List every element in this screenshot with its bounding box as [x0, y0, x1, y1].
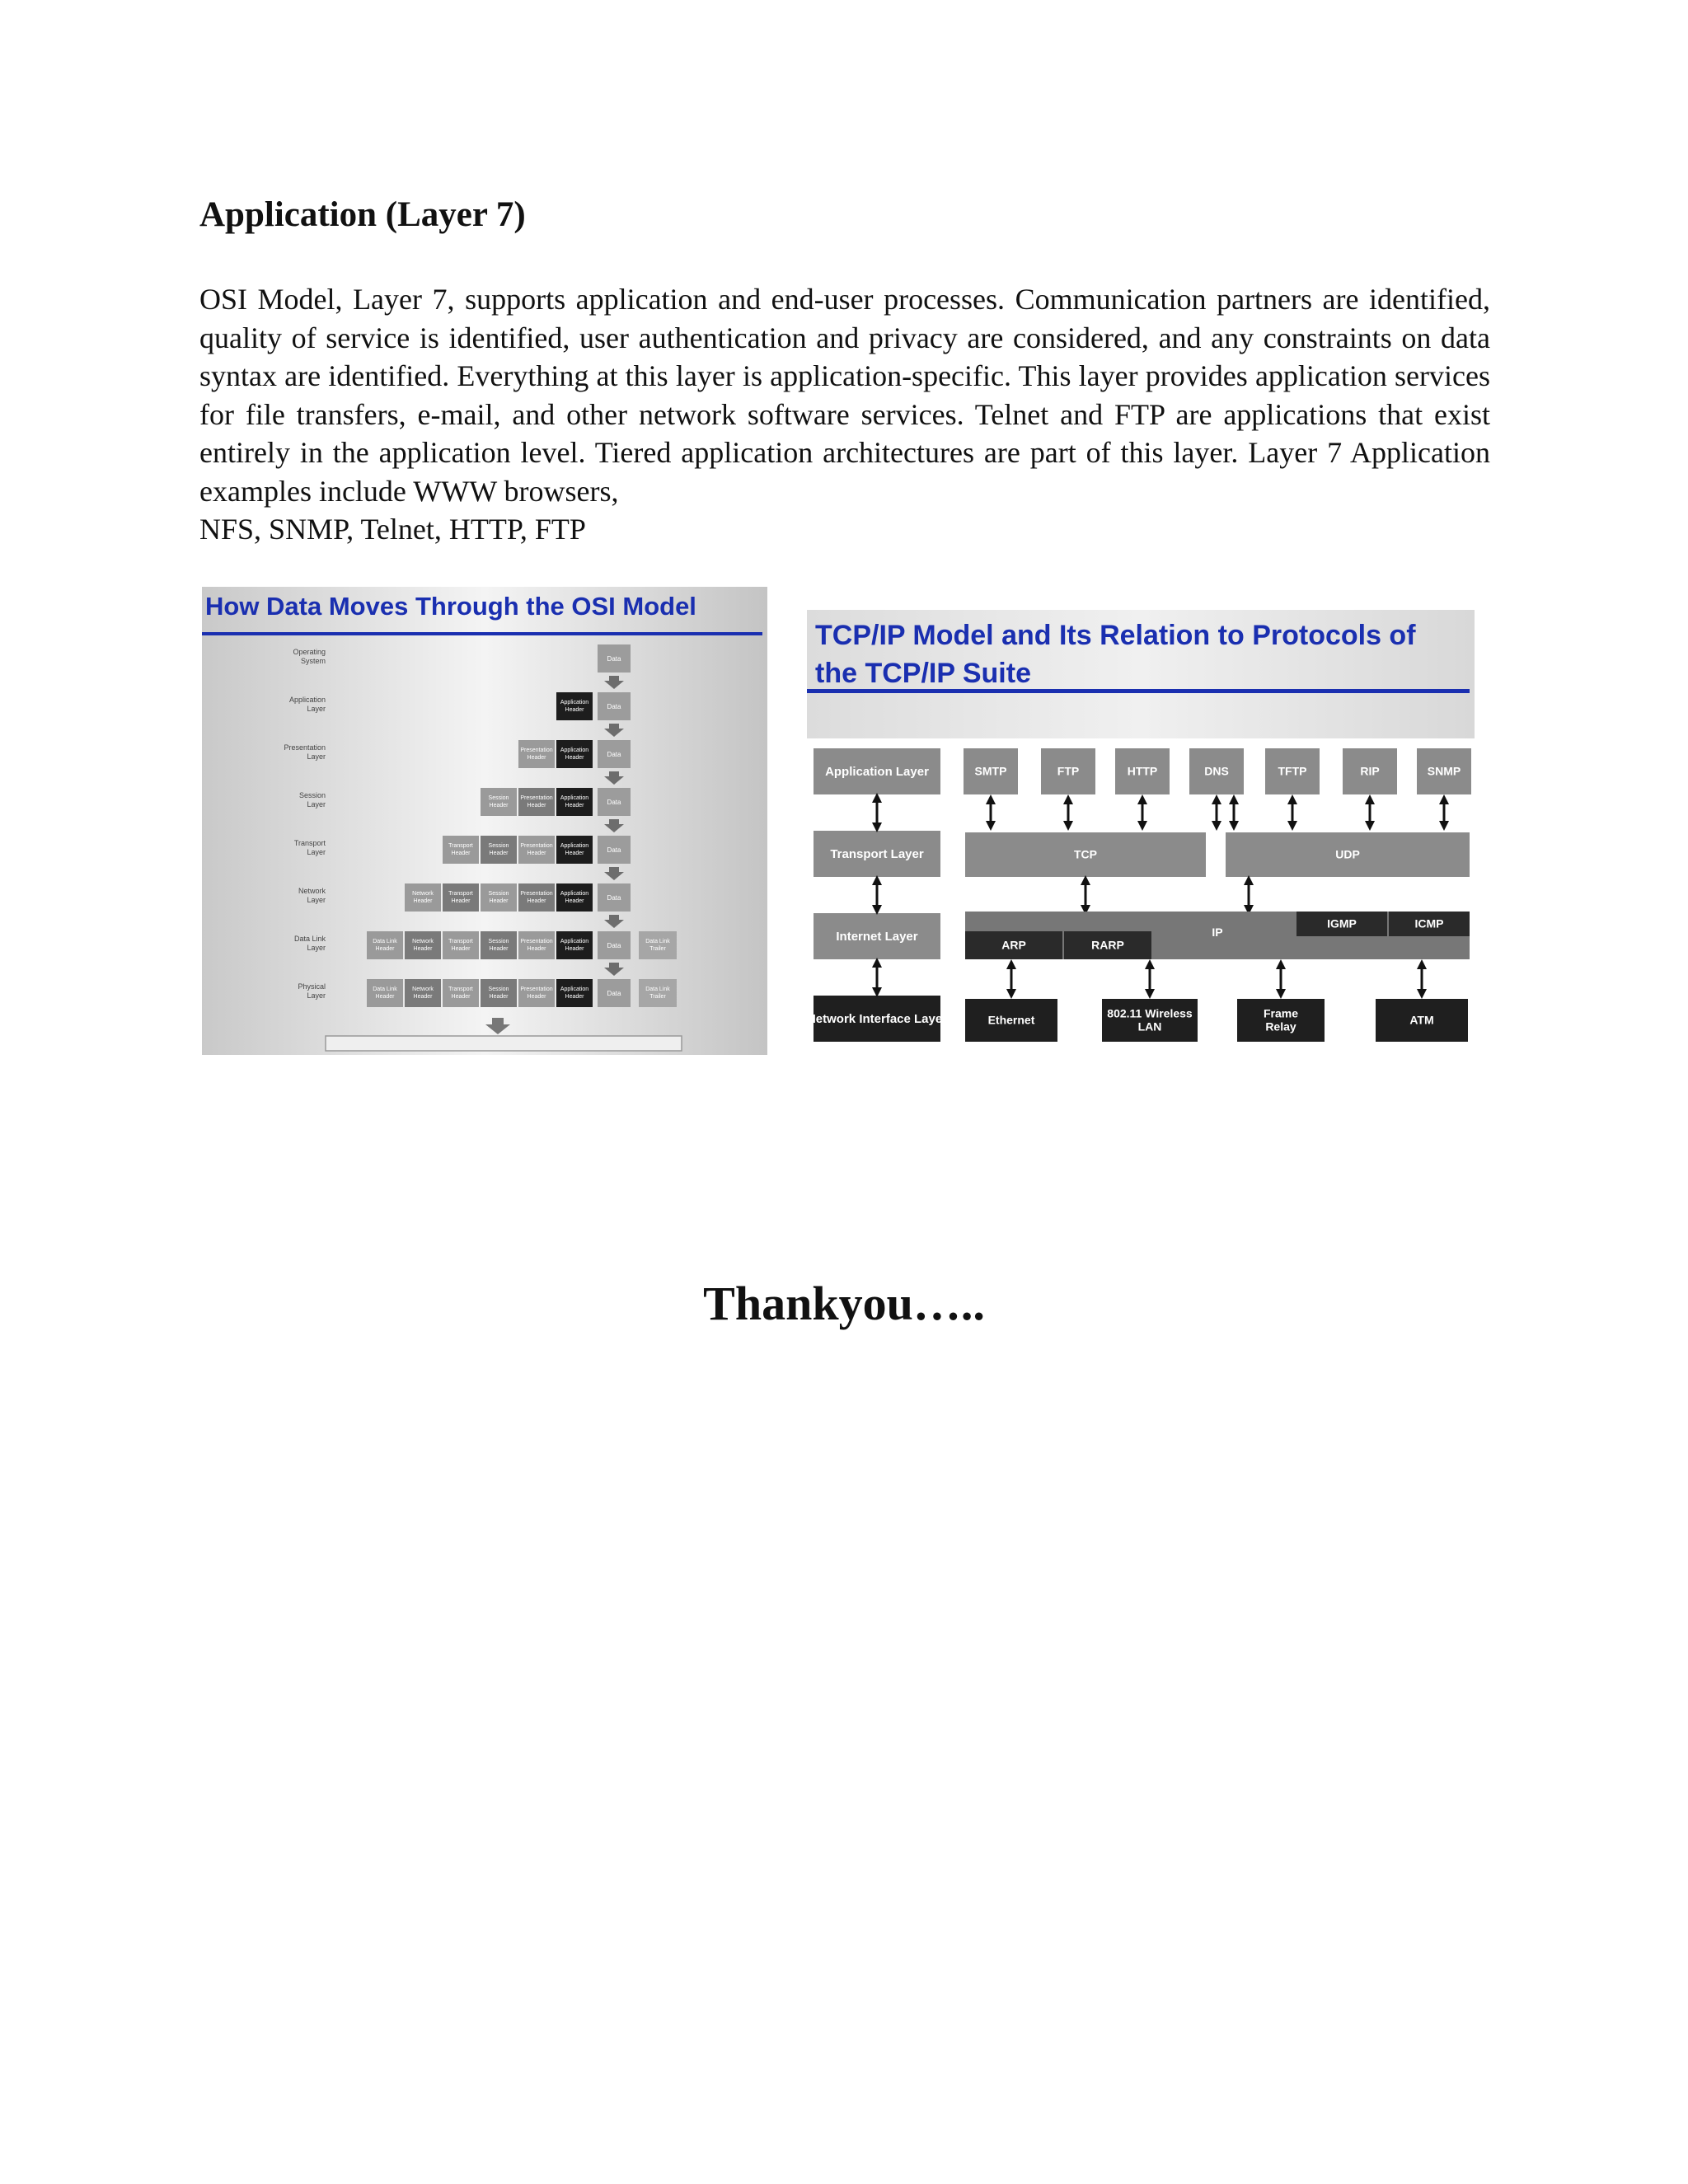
osi-trailer-cell — [639, 979, 677, 1007]
osi-data-label: Data — [607, 751, 621, 758]
osi-header-label: Session — [488, 987, 509, 992]
tcpip-icmp-box-label: ICMP — [1414, 916, 1444, 930]
osi-header-label: Header — [489, 851, 509, 856]
osi-header-label: Transport — [448, 843, 473, 849]
tcpip-title-line1: TCP/IP Model and Its Relation to Protocols of — [815, 620, 1416, 651]
tcpip-link-protocol-label: 802.11 Wireless — [1107, 1006, 1193, 1020]
osi-header-label: Header — [565, 898, 584, 904]
tcpip-internet-layer-label: Internet Layer — [836, 930, 918, 944]
osi-header-cell — [556, 931, 593, 959]
osi-header-label: Presentation — [520, 891, 553, 897]
osi-header-cell — [556, 836, 593, 864]
osi-header-label: Presentation — [520, 748, 553, 753]
osi-header-label: Session — [488, 843, 509, 849]
osi-header-label: Header — [527, 851, 546, 856]
tcpip-app-protocol-label: RIP — [1360, 764, 1380, 778]
paragraph-last-line: NFS, SNMP, Telnet, HTTP, FTP — [199, 513, 586, 546]
osi-model-figure — [202, 587, 767, 1055]
osi-layer-label: Data Link — [293, 935, 326, 943]
osi-header-cell — [518, 836, 555, 864]
tcpip-link-protocol-label: Relay — [1265, 1019, 1296, 1033]
osi-header-cell — [443, 979, 479, 1007]
osi-header-label: Session — [488, 891, 509, 897]
osi-header-label: Header — [565, 755, 584, 761]
osi-header-label: Application — [560, 939, 589, 944]
osi-header-label: Data Link — [373, 987, 397, 992]
osi-header-cell — [443, 931, 479, 959]
osi-header-label: Transport — [448, 891, 473, 897]
tcpip-title-line2: the TCP/IP Suite — [815, 658, 1031, 689]
tcpip-app-protocol-label: DNS — [1204, 764, 1229, 778]
osi-header-cell — [481, 788, 517, 816]
osi-header-label: Session — [488, 939, 509, 944]
osi-data-label: Data — [607, 846, 621, 854]
osi-header-label: Header — [527, 755, 546, 761]
osi-data-label: Data — [607, 655, 621, 663]
osi-header-cell — [443, 836, 479, 864]
osi-header-label: Presentation — [520, 843, 553, 849]
osi-layer-label: Layer — [307, 991, 326, 1000]
body-paragraph — [199, 280, 1490, 549]
osi-trailer-cell — [639, 931, 677, 959]
osi-header-cell — [556, 979, 593, 1007]
osi-layer-label: Layer — [307, 944, 326, 952]
osi-header-label: Header — [565, 946, 584, 952]
osi-header-label: Header — [375, 946, 395, 952]
osi-header-label: Application — [560, 987, 589, 992]
osi-header-label: Header — [451, 851, 471, 856]
osi-header-cell — [481, 979, 517, 1007]
tcpip-tcp-box-label: TCP — [1074, 847, 1097, 861]
osi-header-cell — [367, 931, 403, 959]
osi-header-cell — [405, 883, 441, 912]
osi-data-label: Data — [607, 990, 621, 997]
osi-header-cell — [481, 931, 517, 959]
osi-layer-label: Network — [298, 887, 326, 895]
osi-layer-label: Physical — [298, 982, 326, 991]
tcpip-udp-box-label: UDP — [1335, 847, 1360, 861]
osi-header-label: Header — [565, 803, 584, 808]
osi-layer-label: Layer — [307, 705, 326, 713]
osi-layer-label: Layer — [307, 848, 326, 856]
osi-data-label: Data — [607, 703, 621, 710]
osi-data-label: Data — [607, 799, 621, 806]
osi-header-label: Header — [527, 803, 546, 808]
osi-header-cell — [556, 883, 593, 912]
osi-layer-label: Presentation — [284, 743, 326, 752]
osi-trailer-label: Trailer — [649, 994, 666, 1000]
tcpip-diagram — [807, 610, 1475, 1053]
osi-header-cell — [518, 883, 555, 912]
osi-header-label: Header — [451, 898, 471, 904]
osi-header-label: Header — [565, 994, 584, 1000]
tcpip-arp-box-label: ARP — [1001, 938, 1026, 952]
tcpip-app-protocol-label: SNMP — [1427, 764, 1461, 778]
osi-header-cell — [481, 883, 517, 912]
osi-header-label: Application — [560, 843, 589, 849]
osi-trailer-label: Trailer — [649, 946, 666, 952]
osi-header-label: Data Link — [373, 939, 397, 944]
osi-header-cell — [443, 883, 479, 912]
osi-header-label: Header — [527, 994, 546, 1000]
closing-text: Thankyou….. — [703, 1277, 985, 1330]
osi-header-label: Session — [488, 795, 509, 801]
tcpip-app-protocol-label: FTP — [1057, 764, 1080, 778]
osi-title-rule — [202, 632, 762, 635]
tcpip-model-figure — [807, 610, 1475, 1053]
osi-header-label: Header — [489, 803, 509, 808]
osi-data-label: Data — [607, 942, 621, 949]
osi-header-cell — [481, 836, 517, 864]
osi-layer-label: Layer — [307, 800, 326, 808]
osi-header-label: Header — [413, 994, 433, 1000]
tcpip-network-interface-layer-label: Network Interface Layer — [807, 1012, 948, 1026]
osi-header-label: Header — [527, 946, 546, 952]
tcpip-app-protocol-label: TFTP — [1278, 764, 1307, 778]
osi-header-cell — [518, 788, 555, 816]
osi-header-label: Header — [375, 994, 395, 1000]
osi-layer-label: Session — [298, 791, 326, 799]
osi-header-label: Network — [412, 891, 434, 897]
osi-layer-label: Transport — [293, 839, 326, 847]
osi-header-cell — [556, 788, 593, 816]
osi-header-label: Presentation — [520, 795, 553, 801]
osi-header-label: Header — [527, 898, 546, 904]
tcpip-application-layer-label: Application Layer — [825, 765, 929, 779]
osi-header-label: Presentation — [520, 987, 553, 992]
osi-header-cell — [518, 979, 555, 1007]
osi-header-label: Presentation — [520, 939, 553, 944]
tcpip-link-protocol-label: Frame — [1263, 1006, 1299, 1020]
osi-layer-label: Operating — [293, 648, 326, 656]
osi-header-label: Transport — [448, 939, 473, 944]
osi-header-label: Application — [560, 700, 589, 705]
tcpip-title-rule — [807, 689, 1470, 693]
osi-header-label: Network — [412, 939, 434, 944]
osi-title: How Data Moves Through the OSI Model — [205, 592, 696, 621]
osi-header-cell — [556, 740, 593, 768]
tcpip-rarp-box-label: RARP — [1091, 938, 1124, 952]
osi-scroll-bar — [326, 1036, 682, 1051]
paragraph-text: OSI Model, Layer 7, supports application and end-user processes. Communication partners are identified, quality of service is identified, user authentication and privacy are considered, and any constraints on data syntax are identified. Everything at this layer is application-specific. This layer provides application services for file transfers, e-mail, and other network software services. Telnet and FTP are applications that exist entirely in the application level. Tiered application architectures are part of this layer. Layer 7 Application examples include WWW browsers, — [199, 283, 1490, 508]
tcpip-app-protocol-label: HTTP — [1127, 764, 1158, 778]
tcpip-igmp-box-label: IGMP — [1327, 916, 1357, 930]
osi-layer-label: System — [300, 657, 326, 665]
section-heading: Application (Layer 7) — [199, 195, 526, 234]
tcpip-link-protocol-label: LAN — [1137, 1019, 1162, 1033]
osi-diagram — [202, 587, 767, 1055]
osi-header-cell — [405, 979, 441, 1007]
osi-trailer-label: Data Link — [645, 939, 670, 944]
osi-trailer-label: Data Link — [645, 987, 670, 992]
osi-header-label: Header — [451, 946, 471, 952]
osi-layer-label: Layer — [307, 752, 326, 761]
osi-header-label: Application — [560, 891, 589, 897]
osi-header-cell — [518, 740, 555, 768]
osi-layer-label: Application — [288, 696, 326, 704]
osi-header-label: Header — [565, 851, 584, 856]
osi-header-label: Header — [413, 946, 433, 952]
osi-layer-label: Layer — [307, 896, 326, 904]
osi-data-label: Data — [607, 894, 621, 902]
tcpip-ip-label: IP — [1212, 926, 1223, 939]
osi-header-label: Header — [565, 707, 584, 713]
osi-header-label: Header — [489, 898, 509, 904]
osi-header-label: Header — [413, 898, 433, 904]
osi-header-label: Header — [451, 994, 471, 1000]
osi-header-cell — [556, 692, 593, 720]
tcpip-link-protocol-label: Ethernet — [987, 1013, 1035, 1027]
osi-header-cell — [367, 979, 403, 1007]
osi-header-cell — [405, 931, 441, 959]
osi-header-label: Application — [560, 795, 589, 801]
osi-header-cell — [518, 931, 555, 959]
tcpip-link-protocol-label: ATM — [1409, 1013, 1434, 1027]
osi-header-label: Network — [412, 987, 434, 992]
osi-header-label: Transport — [448, 987, 473, 992]
osi-header-label: Header — [489, 946, 509, 952]
tcpip-app-protocol-label: SMTP — [974, 764, 1007, 778]
osi-header-label: Header — [489, 994, 509, 1000]
tcpip-transport-layer-label: Transport Layer — [830, 847, 924, 861]
osi-header-label: Application — [560, 748, 589, 753]
